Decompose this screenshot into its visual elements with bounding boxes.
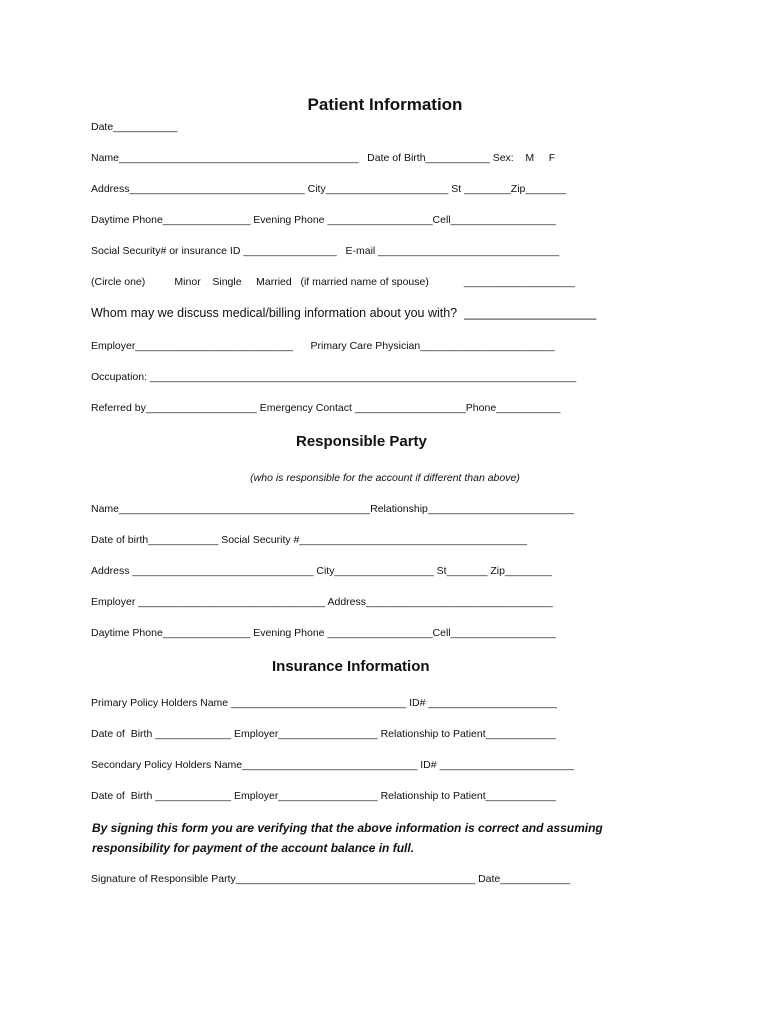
name-dob-sex-field[interactable]: Name_________________________________________ Date of Birth___________ Sex: M F [91, 152, 556, 164]
occupation-field[interactable]: Occupation: _________________________________________________________________________ [91, 371, 577, 383]
address-field[interactable]: Address______________________________ City_____________________ St ________Zip_______ [91, 183, 567, 195]
signature-statement: By signing this form you are verifying that the above information is correct and assuming responsibility for payment of the account balance in full. [92, 821, 603, 855]
responsible-name-field[interactable]: Name___________________________________________Relationship_________________________ [91, 503, 574, 515]
ssn-email-field[interactable]: Social Security# or insurance ID ________________ E-mail _______________________________ [91, 245, 560, 257]
secondary-policy-field[interactable]: Secondary Policy Holders Name______________________________ ID# _______________________ [91, 759, 574, 771]
phone-field[interactable]: Daytime Phone_______________ Evening Phone __________________Cell__________________ [91, 214, 556, 226]
insurance-information-title: Insurance Information [272, 658, 430, 675]
responsible-address-field[interactable]: Address _______________________________ City_________________ St_______ Zip________ [91, 565, 552, 577]
primary-dob-employer-field[interactable]: Date of Birth _____________ Employer_________________ Relationship to Patient____________ [91, 728, 556, 740]
primary-policy-field[interactable]: Primary Policy Holders Name ______________________________ ID# ______________________ [91, 697, 557, 709]
responsible-employer-field[interactable]: Employer ________________________________ Address________________________________ [91, 596, 553, 608]
responsible-dob-ssn-field[interactable]: Date of birth____________ Social Security #_______________________________________ [91, 534, 528, 546]
discuss-with-field[interactable]: Whom may we discuss medical/billing information about you with? ___________________ [91, 306, 597, 320]
responsible-party-note: (who is responsible for the account if different than above) [250, 472, 520, 484]
secondary-dob-employer-field[interactable]: Date of Birth _____________ Employer_________________ Relationship to Patient____________ [91, 790, 556, 802]
marital-status-field[interactable]: (Circle one) Minor Single Married (if married name of spouse) ___________________ [91, 276, 575, 288]
referred-emergency-field[interactable]: Referred by___________________ Emergency Contact ___________________Phone___________ [91, 402, 561, 414]
signature-field[interactable]: Signature of Responsible Party_________________________________________ Date____________ [91, 873, 571, 885]
responsible-phone-field[interactable]: Daytime Phone_______________ Evening Phone __________________Cell__________________ [91, 627, 556, 639]
patient-information-title: Patient Information [307, 95, 463, 114]
responsible-party-title: Responsible Party [296, 433, 427, 450]
date-field[interactable]: Date___________ [91, 121, 178, 133]
employer-physician-field[interactable]: Employer___________________________ Primary Care Physician_______________________ [91, 340, 555, 352]
